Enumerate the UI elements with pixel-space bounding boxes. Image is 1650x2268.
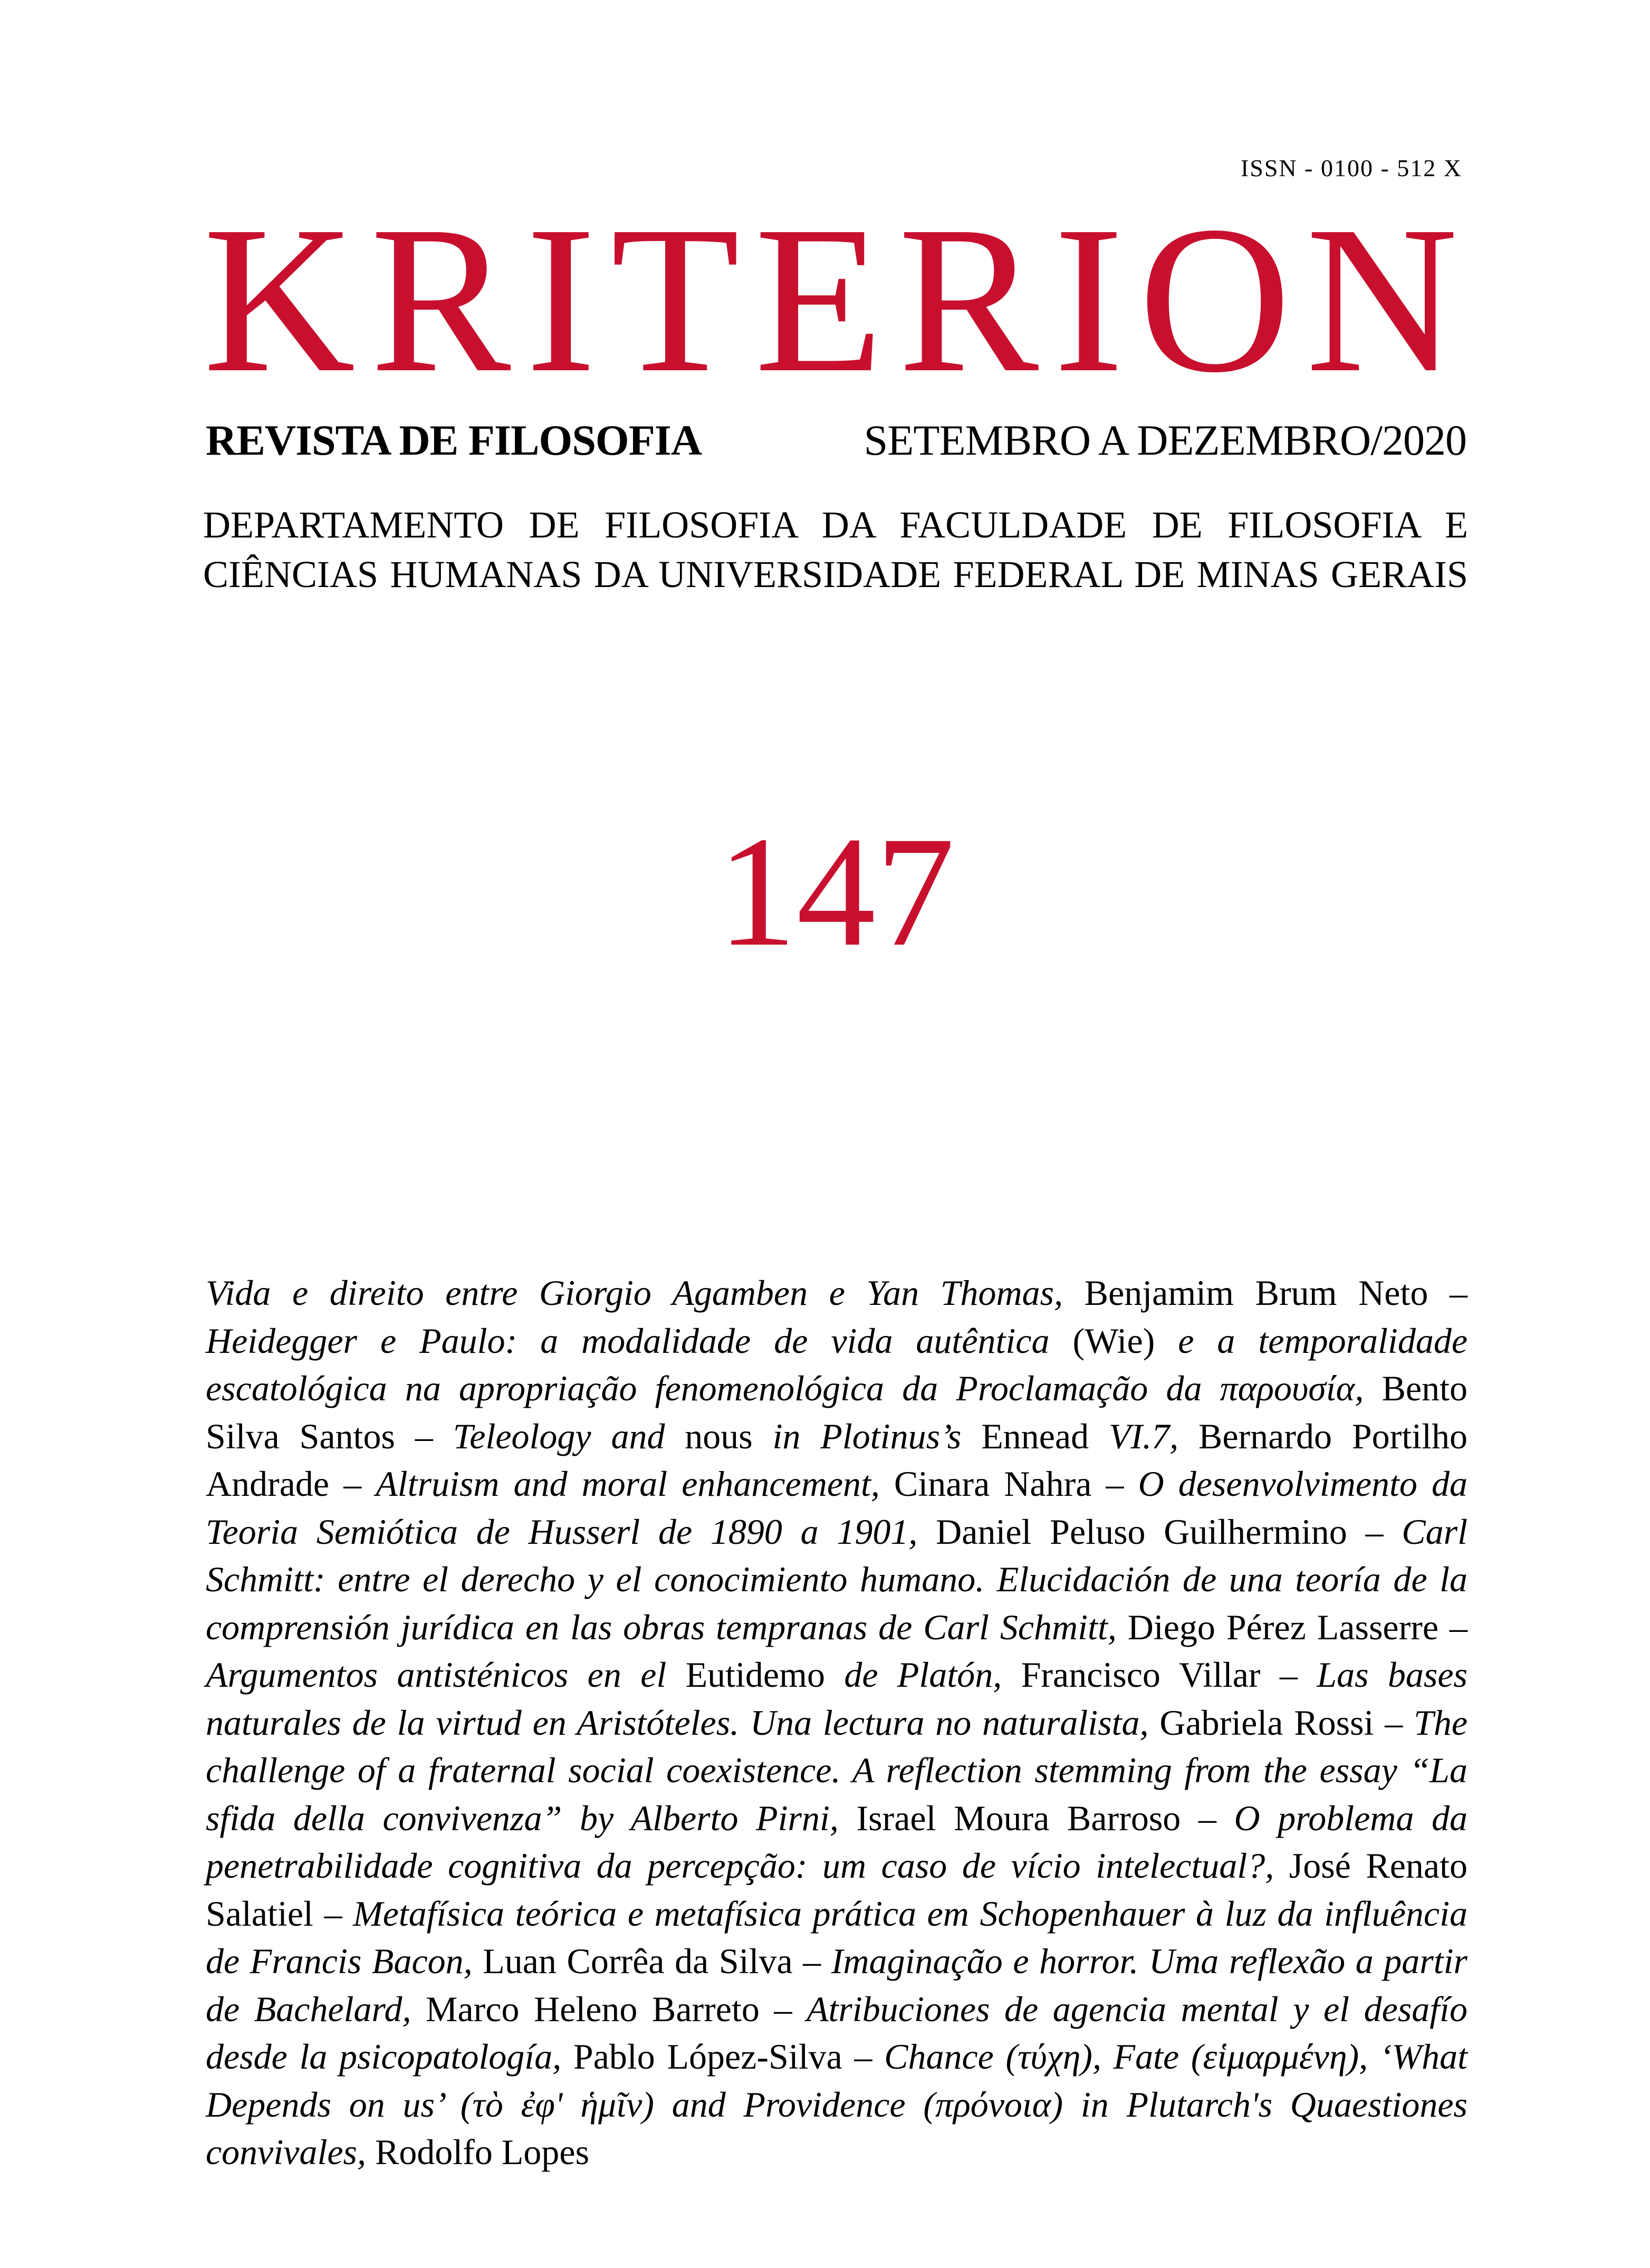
contents-segment: in Plotinus’s xyxy=(772,1416,982,1456)
contents-segment: Vida e direito entre Giorgio Agamben e Yan Thomas, xyxy=(206,1273,1085,1313)
contents-segment: Chance (τύχη), Fate (εἱμαρμένη), ‘What Depends on us’ (τὸ ἐφ' ἡμῖν) and Providence (πρόνοια) in Plutarch's Quaestiones convivales, xyxy=(206,2036,1467,2172)
contents-segment: Argumentos antisténicos en el xyxy=(206,1655,686,1695)
issue-period: SETEMBRO A DEZEMBRO/2020 xyxy=(864,416,1466,464)
contents-segment: Teleology and xyxy=(453,1416,685,1456)
contents-segment: Luan Corrêa da Silva – xyxy=(483,1941,831,1981)
journal-title: KRITERION xyxy=(203,182,1473,416)
contents-paragraph xyxy=(206,1269,1467,2176)
contents-segment: nous xyxy=(685,1416,773,1456)
contents-segment: (Wie) xyxy=(1072,1320,1178,1361)
contents-segment: Pablo López-Silva – xyxy=(573,2036,885,2077)
contents-segment: Benjamim Brum Neto – xyxy=(1084,1273,1467,1313)
contents-segment: VI.7, xyxy=(1108,1416,1198,1456)
contents-segment: Marco Heleno Barreto – xyxy=(426,1988,807,2029)
issn-text: ISSN - 0100 - 512 X xyxy=(1240,155,1462,181)
contents-segment: e a temporalidade escatológica na apropriação fenomenológica da Proclamação da παρουσία, xyxy=(206,1320,1468,1408)
contents-segment: O desenvolvimento da Teoria Semiótica de Husserl de 1890 a 1901, xyxy=(206,1464,1468,1552)
contents-segment: O problema da penetrabilidade cognitiva da percepção: um caso de vício intelectual?, xyxy=(206,1798,1467,1886)
contents-segment: Cinara Nahra – xyxy=(894,1464,1138,1504)
contents-segment: Gabriela Rossi – xyxy=(1159,1702,1414,1743)
contents-segment: Carl Schmitt: entre el derecho y el conocimiento humano. Elucidación de una teoría de la comprensión jurídica en las obras tempranas de Carl Schmitt, xyxy=(206,1511,1467,1647)
contents-segment: Metafísica teórica e metafísica prática em Schopenhauer à luz da influência de Francis Bacon, xyxy=(206,1893,1468,1981)
contents-segment: Francisco Villar – xyxy=(1021,1655,1317,1695)
department-block xyxy=(203,500,1468,599)
department-line-1: DEPARTAMENTO DE FILOSOFIA DA FACULDADE DE FILOSOFIA E xyxy=(203,504,1468,546)
department-line-2: CIÊNCIAS HUMANAS DA UNIVERSIDADE FEDERAL DE MINAS GERAIS xyxy=(203,553,1468,595)
contents-segment: Daniel Peluso Guilhermino – xyxy=(936,1511,1402,1552)
journal-subtitle: REVISTA DE FILOSOFIA xyxy=(206,416,702,464)
contents-segment: Bento Silva Santos – xyxy=(206,1368,1467,1456)
contents-segment: Bernardo Portilho Andrade – xyxy=(206,1416,1467,1504)
contents-segment: Diego Pérez Lasserre – xyxy=(1127,1607,1467,1647)
issue-number: 147 xyxy=(717,804,955,979)
contents-segment: José Renato Salatiel – xyxy=(206,1846,1467,1934)
contents-segment: The challenge of a fraternal social coexistence. A reflection stemming from the essay “La sfida della convivenza” by Alberto Pirni, xyxy=(206,1702,1467,1838)
contents-segment: de Platón, xyxy=(844,1655,1021,1695)
contents-segment: Israel Moura Barroso – xyxy=(856,1798,1234,1838)
subtitle-row xyxy=(206,416,1466,465)
contents-segment: Heidegger e Paulo: a modalidade de vida autêntica xyxy=(206,1320,1073,1361)
contents-segment: Altruism and moral enhancement, xyxy=(376,1464,894,1504)
contents-segment: Atribuciones de agencia mental y el desafío desde la psicopatología, xyxy=(206,1988,1468,2077)
contents-segment: Las bases naturales de la virtud en Aristóteles. Una lectura no naturalista, xyxy=(206,1655,1467,1743)
contents-segment: Imaginação e horror. Uma reflexão a partir de Bachelard, xyxy=(206,1941,1468,2029)
contents-segment: Rodolfo Lopes xyxy=(375,2132,590,2172)
contents-segment: Eutidemo xyxy=(685,1655,845,1695)
contents-segment: Ennead xyxy=(981,1416,1109,1456)
